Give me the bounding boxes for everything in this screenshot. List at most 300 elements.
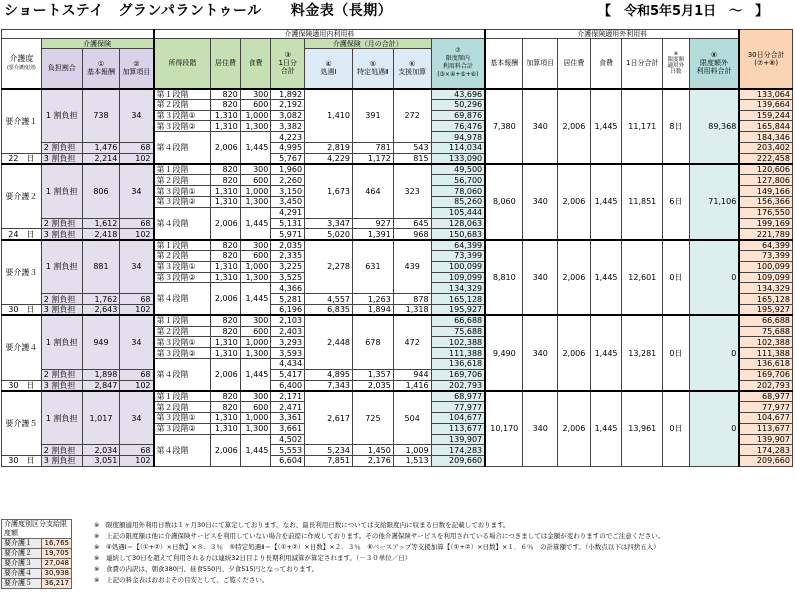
out-meal-header: 食費	[590, 39, 622, 89]
basic-fee: 1,612	[82, 218, 120, 229]
out-total: 0	[689, 315, 739, 391]
note-line: ※ ④処遇Ⅰ＝【（①+②）×日数】×８．３％ ⑤特定処遇Ⅱ＝【（①+②）×日数】×２．３％ ⑥ベースアップ等支援加算【（①+②）×日数】×１．６％ の計算額です。（小数点以下は四捨五入）	[94, 543, 660, 551]
care-level-label: 要介護５	[2, 391, 42, 456]
limit-total: 150,683	[431, 229, 485, 240]
note-line: ※ 上記の料金表はおおよその目安として、ご覧ください。	[94, 576, 269, 584]
limits-title: 介護度別区分支給限度額	[2, 520, 72, 539]
income-stage: 第３段階①	[154, 186, 211, 197]
limit-total: 109,099	[431, 272, 485, 283]
fee-table	[1, 29, 793, 467]
meal-fee: 1,445	[240, 207, 271, 239]
support-total: 439	[393, 240, 431, 294]
residence-fee: 1,310	[211, 272, 241, 283]
daily-total: 3,450	[271, 196, 305, 207]
out-daily: 11,171	[622, 89, 663, 165]
limit-total: 94,978	[431, 132, 485, 143]
residence-fee: 2,006	[211, 434, 241, 466]
limit-total: 174,283	[431, 445, 485, 456]
limit-level: 要介護４	[2, 569, 42, 579]
daily-total: 4,366	[271, 283, 305, 294]
daily-total: 3,225	[271, 261, 305, 272]
stay-days: 24 日	[2, 229, 42, 240]
income-level-header: 所得段階	[154, 39, 211, 89]
limit-total: 43,696	[431, 89, 485, 100]
residence-fee: 1,310	[211, 121, 241, 132]
basic-fee: 949	[82, 315, 120, 369]
daily-total: 2,035	[271, 240, 305, 251]
limit-total: 73,399	[431, 250, 485, 261]
grand-total-header: 30日分合計 (⑦+⑧)	[739, 30, 792, 89]
meal-fee: 1,300	[240, 196, 271, 207]
basic-fee: 3,051	[82, 456, 120, 467]
note-line: ※ 食費の内訳は、朝食380円、昼食550円、夕食515円となっております。	[94, 565, 319, 573]
daily-total: 3,382	[271, 121, 305, 132]
basic-fee: 2,643	[82, 304, 120, 315]
income-stage: 第２段階	[154, 250, 211, 261]
out-res-header: 居住費	[558, 39, 591, 89]
limit-total: 76,476	[431, 121, 485, 132]
limit-level: 要介護５	[2, 579, 42, 589]
notes	[94, 520, 794, 586]
addition2-total: 1,894	[353, 304, 394, 315]
out-total: 0	[689, 240, 739, 316]
basic-fee: 806	[82, 164, 120, 218]
out-daily: 12,601	[622, 240, 663, 316]
income-stage: 第１段階	[154, 391, 211, 402]
out-basic: 8,060	[485, 164, 523, 240]
addition1-total: 2,278	[305, 240, 353, 294]
basic-fee: 1,476	[82, 142, 120, 153]
effective-date: 【 令和5年5月1日 ～ 】	[598, 4, 769, 19]
daily-total: 2,171	[271, 391, 305, 402]
daily-total: 4,223	[271, 132, 305, 143]
limit-total: 139,907	[431, 434, 485, 445]
out-days: 0日	[663, 391, 690, 467]
limit-total: 114,034	[431, 142, 485, 153]
limit-total: 56,700	[431, 175, 485, 186]
meal-fee: 1,445	[240, 283, 271, 315]
burden-ratio: 2 割負担	[41, 294, 82, 305]
addition1-total: 5,020	[305, 229, 353, 240]
daily-total: 1,960	[271, 164, 305, 175]
note-line: ※ 連続して30日を超えて利用される方は連続32日目より長期利用減算が算定されます。（－３０単位／日）	[94, 554, 412, 562]
addition1-total: 2,819	[305, 142, 353, 153]
addition2-total: 1,263	[353, 294, 394, 305]
additional-fee: 102	[120, 153, 154, 164]
grand-total: 134,329	[739, 283, 792, 294]
support-total: 543	[393, 142, 431, 153]
addition1-total: 5,234	[305, 445, 353, 456]
limit-total: 169,706	[431, 369, 485, 380]
grand-total: 64,399	[739, 240, 792, 251]
out-meal: 1,445	[590, 240, 622, 316]
out-add: 340	[523, 391, 558, 467]
daily-total: 2,103	[271, 315, 305, 326]
residence-fee: 2,006	[211, 132, 241, 164]
meal-fee: 1,300	[240, 121, 271, 132]
income-stage: 第４段階	[154, 207, 211, 239]
limit-total: 133,090	[431, 153, 485, 164]
meal-fee: 1,000	[240, 412, 271, 423]
daily-total: 5,971	[271, 229, 305, 240]
limit-level: 要介護１	[2, 539, 42, 549]
limit-total: 102,388	[431, 337, 485, 348]
grand-total: 209,660	[739, 456, 792, 467]
support-total: 1,513	[393, 456, 431, 467]
residence-fee: 1,310	[211, 110, 241, 121]
limit-total: 136,618	[431, 358, 485, 369]
daily-total: 2,335	[271, 250, 305, 261]
grand-total: 104,677	[739, 412, 792, 423]
daily-total: 4,502	[271, 434, 305, 445]
support-total: 645	[393, 218, 431, 229]
burden-ratio: 2 割負担	[41, 369, 82, 380]
within-limit-header: 介護保険適用内利用料	[154, 30, 486, 39]
addition2-total: 391	[353, 89, 394, 143]
limit-total: 195,927	[431, 304, 485, 315]
addition2-header: ⑤ 特定処遇Ⅱ	[353, 49, 394, 89]
stay-days: 30 日	[2, 380, 42, 391]
additional-fee: 102	[120, 380, 154, 391]
burden-ratio: 2 割負担	[41, 218, 82, 229]
income-stage: 第１段階	[154, 89, 211, 100]
daily-total: 3,150	[271, 186, 305, 197]
grand-total: 199,169	[739, 218, 792, 229]
grand-total: 149,166	[739, 186, 792, 197]
daily-total: 4,291	[271, 207, 305, 218]
meal-fee: 300	[240, 315, 271, 326]
care-level-label: 要介護１	[2, 89, 42, 154]
out-res: 2,006	[558, 240, 591, 316]
out-add: 340	[523, 164, 558, 240]
residence-fee: 2,006	[211, 207, 241, 239]
additional-fee: 102	[120, 304, 154, 315]
income-stage: 第３段階②	[154, 423, 211, 434]
grand-total: 113,677	[739, 423, 792, 434]
basic-fee: 1,017	[82, 391, 120, 445]
grand-total: 156,366	[739, 196, 792, 207]
out-days: 0日	[663, 315, 690, 391]
care-level-group	[2, 315, 793, 391]
additional-fee: 34	[120, 391, 154, 445]
income-stage: 第３段階①	[154, 110, 211, 121]
grand-total: 169,706	[739, 369, 792, 380]
grand-total: 75,688	[739, 326, 792, 337]
support-total: 504	[393, 391, 431, 445]
support-total: 815	[393, 153, 431, 164]
out-basic-header: 基本報酬	[485, 39, 523, 89]
meal-fee: 600	[240, 175, 271, 186]
addition1-total: 4,229	[305, 153, 353, 164]
out-daily-header: 1日分合計	[622, 39, 663, 89]
addition2-total: 1,391	[353, 229, 394, 240]
additional-fee: 34	[120, 89, 154, 143]
out-res: 2,006	[558, 391, 591, 467]
care-level-header: 介護度 (要介護度別)	[2, 39, 42, 89]
out-daily: 11,851	[622, 164, 663, 240]
additional-fee: 68	[120, 142, 154, 153]
grand-total: 77,977	[739, 402, 792, 413]
limit-value: 27,048	[42, 559, 72, 569]
out-res: 2,006	[558, 315, 591, 391]
daily-total: 2,192	[271, 99, 305, 110]
out-days: 6日	[663, 164, 690, 240]
residence-fee: 820	[211, 164, 241, 175]
basic-fee: 2,214	[82, 153, 120, 164]
limit-total: 165,128	[431, 294, 485, 305]
meal-fee: 600	[240, 326, 271, 337]
meal-fee: 1,000	[240, 110, 271, 121]
grand-total: 203,402	[739, 142, 792, 153]
out-total: 89,368	[689, 89, 739, 165]
grand-total: 111,388	[739, 348, 792, 359]
meal-fee: 300	[240, 240, 271, 251]
out-basic: 10,170	[485, 391, 523, 467]
care-level-label: 要介護３	[2, 240, 42, 305]
support-total: 472	[393, 315, 431, 369]
additional-fee: 68	[120, 218, 154, 229]
meal-fee: 300	[240, 89, 271, 100]
care-level-label: 要介護４	[2, 315, 42, 380]
burden-ratio: 2 割負担	[41, 142, 82, 153]
income-stage: 第３段階②	[154, 121, 211, 132]
out-total: 71,106	[689, 164, 739, 240]
limit-total: 64,399	[431, 240, 485, 251]
burden-ratio: 3 割負担	[41, 229, 82, 240]
meal-fee: 300	[240, 391, 271, 402]
meal-fee: 1,300	[240, 272, 271, 283]
daily-total: 5,767	[271, 153, 305, 164]
limit-level: 要介護３	[2, 559, 42, 569]
income-stage: 第４段階	[154, 358, 211, 390]
out-basic: 8,810	[485, 240, 523, 316]
meal-fee: 1,000	[240, 186, 271, 197]
daily-total: 4,995	[271, 142, 305, 153]
grand-total: 195,927	[739, 304, 792, 315]
support-total: 878	[393, 294, 431, 305]
addition1-total: 1,673	[305, 164, 353, 218]
grand-total: 221,789	[739, 229, 792, 240]
daily-total: 3,361	[271, 412, 305, 423]
daily-total: 2,403	[271, 326, 305, 337]
limit-total: 209,660	[431, 456, 485, 467]
grand-total: 202,793	[739, 380, 792, 391]
support-total: 272	[393, 89, 431, 143]
addition1-total: 6,835	[305, 304, 353, 315]
residence-fee: 1,310	[211, 261, 241, 272]
limit-total: 75,688	[431, 326, 485, 337]
daily-total: 3,525	[271, 272, 305, 283]
addition2-total: 1,357	[353, 369, 394, 380]
page-title: ショートステイ グランパラントゥール 料金表（長期）	[4, 3, 393, 19]
support-total: 968	[393, 229, 431, 240]
grand-total: 100,099	[739, 261, 792, 272]
burden-ratio: 1 割負担	[41, 89, 82, 143]
grand-total: 174,283	[739, 445, 792, 456]
basic-fee: 738	[82, 89, 120, 143]
note-line: ※ 限度額適用外利用日数は１ヶ月30日にて算定しております。なお、最長利用日数については支給限度内に収まる日数を記載しております。	[94, 521, 510, 529]
grand-total: 176,550	[739, 207, 792, 218]
out-days: 8日	[663, 89, 690, 165]
grand-total: 139,907	[739, 434, 792, 445]
out-meal: 1,445	[590, 315, 622, 391]
residence-fee: 1,310	[211, 412, 241, 423]
residence-fee: 820	[211, 240, 241, 251]
stay-days: 30 日	[2, 304, 42, 315]
support-total: 1,318	[393, 304, 431, 315]
meal-fee: 1,445	[240, 434, 271, 466]
residence-fee: 1,310	[211, 348, 241, 359]
limit-value: 36,217	[42, 579, 72, 589]
care-level-group	[2, 391, 793, 467]
residence-fee: 820	[211, 402, 241, 413]
additional-fee: 102	[120, 229, 154, 240]
support-total: 1,009	[393, 445, 431, 456]
basic-header: ① 基本報酬	[82, 49, 120, 89]
limit-total: 134,329	[431, 283, 485, 294]
out-total: 0	[689, 391, 739, 467]
income-stage: 第２段階	[154, 402, 211, 413]
additional-fee: 34	[120, 315, 154, 369]
residence-fee: 1,310	[211, 186, 241, 197]
burden-ratio: 3 割負担	[41, 153, 82, 164]
limit-value: 16,765	[42, 539, 72, 549]
meal-fee: 600	[240, 402, 271, 413]
limit-total: 77,977	[431, 402, 485, 413]
table-row	[2, 89, 793, 100]
support-total: 1,416	[393, 380, 431, 391]
income-stage: 第３段階②	[154, 196, 211, 207]
basic-fee: 1,762	[82, 294, 120, 305]
burden-ratio: 3 割負担	[41, 456, 82, 467]
residence-fee: 820	[211, 99, 241, 110]
grand-total: 66,688	[739, 315, 792, 326]
residence-fee: 2,006	[211, 283, 241, 315]
out-daily: 13,281	[622, 315, 663, 391]
daily-total: 1,892	[271, 89, 305, 100]
burden-ratio: 3 割負担	[41, 304, 82, 315]
table-row	[2, 315, 793, 326]
additional-fee: 68	[120, 445, 154, 456]
meal-fee: 1,000	[240, 337, 271, 348]
income-stage: 第４段階	[154, 132, 211, 164]
addition1-header: ④ 処遇Ⅰ	[305, 49, 353, 89]
addition1-total: 4,895	[305, 369, 353, 380]
table-row	[2, 240, 793, 251]
basic-fee: 1,898	[82, 369, 120, 380]
grand-total: 133,064	[739, 89, 792, 100]
meal-fee: 1,445	[240, 358, 271, 390]
meal-fee: 1,300	[240, 423, 271, 434]
addition2-total: 725	[353, 391, 394, 445]
addition2-total: 2,035	[353, 380, 394, 391]
limit-total: 66,688	[431, 315, 485, 326]
additional-fee: 102	[120, 456, 154, 467]
income-stage: 第１段階	[154, 315, 211, 326]
out-add: 340	[523, 89, 558, 165]
income-stage: 第３段階①	[154, 412, 211, 423]
insurance-header: 介護保険	[41, 39, 153, 49]
addition1-total: 2,448	[305, 315, 353, 369]
limit-total-header: ⑦ 限度額内 利用料合計 (③×④+⑤+⑥)	[431, 39, 485, 89]
out-daily: 13,961	[622, 391, 663, 467]
additional-header: ② 加算項目	[120, 49, 154, 89]
grand-total: 73,399	[739, 250, 792, 261]
limit-total: 50,296	[431, 99, 485, 110]
income-stage: 第３段階①	[154, 337, 211, 348]
addition2-total: 2,176	[353, 456, 394, 467]
meal-header: 食費	[240, 39, 271, 89]
basic-fee: 2,847	[82, 380, 120, 391]
limit-total: 49,500	[431, 164, 485, 175]
limits-table	[1, 519, 72, 589]
income-stage: 第３段階②	[154, 348, 211, 359]
daily-total: 6,604	[271, 456, 305, 467]
out-days: 0日	[663, 240, 690, 316]
meal-fee: 1,445	[240, 132, 271, 164]
income-stage: 第１段階	[154, 164, 211, 175]
addition2-total: 927	[353, 218, 394, 229]
out-basic: 7,380	[485, 89, 523, 165]
additional-fee: 68	[120, 369, 154, 380]
out-res: 2,006	[558, 164, 591, 240]
out-meal: 1,445	[590, 391, 622, 467]
table-row	[2, 164, 793, 175]
residence-header: 居住費	[211, 39, 241, 89]
addition2-total: 1,450	[353, 445, 394, 456]
addition2-total: 678	[353, 315, 394, 369]
meal-fee: 1,300	[240, 348, 271, 359]
additional-fee: 68	[120, 294, 154, 305]
daily-total: 3,593	[271, 348, 305, 359]
out-add: 340	[523, 240, 558, 316]
income-stage: 第４段階	[154, 434, 211, 466]
additional-fee: 34	[120, 164, 154, 218]
limit-total: 104,677	[431, 412, 485, 423]
grand-total: 165,128	[739, 294, 792, 305]
burden-ratio: 1 割負担	[41, 240, 82, 294]
grand-total: 120,606	[739, 164, 792, 175]
daily-total: 2,471	[271, 402, 305, 413]
burden-ratio: 1 割負担	[41, 315, 82, 369]
meal-fee: 1,000	[240, 261, 271, 272]
outside-limit-header: 介護保険適用外利用料	[485, 30, 739, 39]
burden-ratio: 3 割負担	[41, 380, 82, 391]
income-stage: 第３段階②	[154, 272, 211, 283]
limit-total: 78,060	[431, 186, 485, 197]
income-stage: 第２段階	[154, 99, 211, 110]
grand-total: 165,844	[739, 121, 792, 132]
basic-fee: 2,034	[82, 445, 120, 456]
limit-total: 202,793	[431, 380, 485, 391]
meal-fee: 600	[240, 99, 271, 110]
income-stage: 第１段階	[154, 240, 211, 251]
grand-total: 109,099	[739, 272, 792, 283]
daily-total-header: ③ 1日分 合計	[271, 39, 305, 89]
addition1-total: 1,410	[305, 89, 353, 143]
residence-fee: 820	[211, 175, 241, 186]
addition2-total: 631	[353, 240, 394, 294]
limit-level: 要介護２	[2, 549, 42, 559]
income-stage: 第４段階	[154, 283, 211, 315]
limit-total: 128,063	[431, 218, 485, 229]
residence-fee: 1,310	[211, 423, 241, 434]
additional-fee: 34	[120, 240, 154, 294]
daily-total: 4,434	[271, 358, 305, 369]
daily-total: 5,281	[271, 294, 305, 305]
grand-total: 68,977	[739, 391, 792, 402]
support-header: ⑥ 支援加算	[393, 49, 431, 89]
